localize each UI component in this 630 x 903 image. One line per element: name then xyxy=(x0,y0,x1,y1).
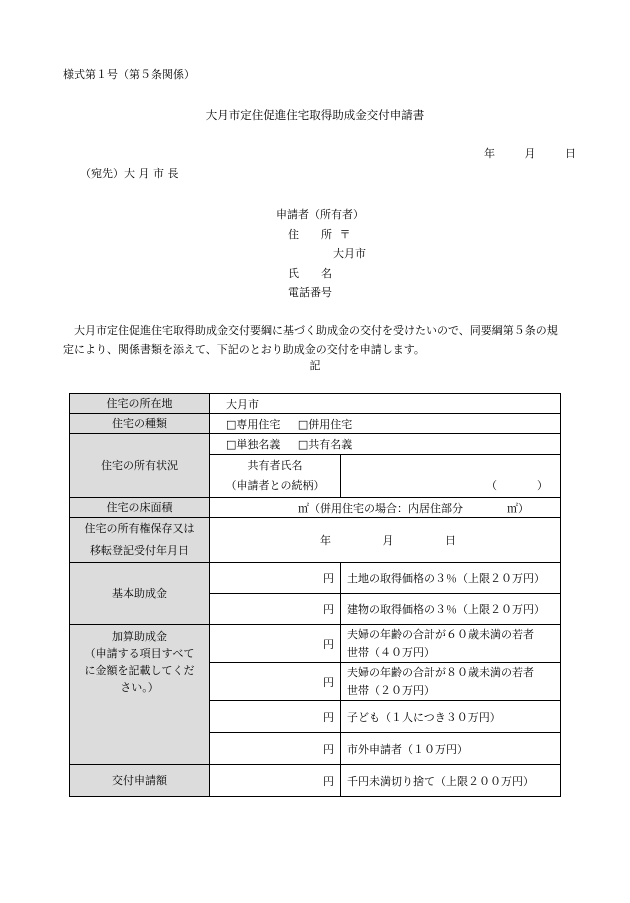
application-paragraph xyxy=(63,321,568,359)
total-unit: 円 xyxy=(323,774,334,788)
additional-2-amount[interactable] xyxy=(210,663,341,701)
row-location xyxy=(70,394,561,414)
floor-area-field[interactable] xyxy=(210,498,561,518)
additional-2-desc-line2: 世帯（２０万円） xyxy=(347,683,435,697)
additional-1-desc-line2: 世帯（４０万円） xyxy=(347,645,435,659)
date-line xyxy=(484,145,576,161)
relation-paren-close: ） xyxy=(537,479,548,492)
row-ownership xyxy=(70,434,561,455)
registration-date-label xyxy=(70,518,210,563)
relation-paren-open: （ xyxy=(486,479,497,492)
address-label: 住 所 xyxy=(288,227,332,241)
postal-mark: 〒 xyxy=(339,227,351,241)
document-title: 大月市定住促進住宅取得助成金交付申請書 xyxy=(205,108,425,122)
co-owner-field[interactable] xyxy=(341,455,561,498)
total-desc: 千円未満切り捨て（上限２００万円） xyxy=(341,765,561,797)
registration-date-label-2: 移転登記受付年月日 xyxy=(90,544,189,557)
row-floor-area xyxy=(70,498,561,518)
additional-subsidy-label xyxy=(70,625,210,765)
type-label: 住宅の種類 xyxy=(70,414,210,434)
registration-month: 月 xyxy=(382,534,394,547)
city-row xyxy=(276,244,366,264)
co-owner-label xyxy=(210,455,341,498)
applicant-heading: 申請者（所有者） xyxy=(276,208,364,221)
date-year: 年 xyxy=(484,147,495,160)
basic-subsidy-label: 基本助成金 xyxy=(70,563,210,625)
basic-land-amount[interactable] xyxy=(210,563,341,594)
ownership-checkbox-single[interactable]: □単独名義 xyxy=(226,438,281,451)
co-owner-label-1: 共有者氏名 xyxy=(247,459,303,472)
basic-land-unit: 円 xyxy=(323,572,334,585)
additional-1-unit: 円 xyxy=(323,637,334,651)
total-label: 交付申請額 xyxy=(70,765,210,797)
additional-1-desc xyxy=(341,625,561,663)
basic-building-unit: 円 xyxy=(323,603,334,616)
total-amount[interactable] xyxy=(210,765,341,797)
basic-building-desc: 建物の取得価格の３％（上限２０万円） xyxy=(341,594,561,625)
additional-label-4: さい。） xyxy=(120,681,159,694)
additional-2-desc-line1: 夫婦の年齢の合計が８０歳未満の若者 xyxy=(347,665,534,679)
additional-2-unit: 円 xyxy=(323,675,334,689)
address-city: 大月市 xyxy=(333,247,366,260)
location-value: 大月市 xyxy=(226,397,259,411)
additional-3-amount[interactable] xyxy=(210,701,341,733)
registration-date-field[interactable] xyxy=(210,518,561,563)
ownership-options xyxy=(210,434,561,455)
floor-area-label: 住宅の床面積 xyxy=(70,498,210,518)
addressee: （宛先）大 月 市 長 xyxy=(80,167,179,180)
type-checkbox-dedicated[interactable]: □専用住宅 xyxy=(226,417,281,431)
ownership-label: 住宅の所有状況 xyxy=(70,434,210,498)
row-registration-date xyxy=(70,518,561,563)
row-basic-land xyxy=(70,563,561,594)
ownership-checkbox-joint[interactable]: □共有名義 xyxy=(297,438,353,451)
registration-year: 年 xyxy=(320,534,331,547)
registration-date-label-1: 住宅の所有権保存又は xyxy=(84,522,195,535)
name-label: 氏 名 xyxy=(288,266,332,280)
floor-area-value: ㎡（併用住宅の場合：内居住部分 ㎡） xyxy=(298,501,529,515)
paragraph-text: 大月市定住促進住宅取得助成金交付要綱に基づく助成金の交付を受けたいので、同要綱第５条の規定により、関係書類を添えて、下記のとおり助成金の交付を申請します。 xyxy=(63,324,558,356)
basic-land-desc: 土地の取得価格の３％（上限２０万円） xyxy=(341,563,561,594)
additional-label-1: 加算助成金 xyxy=(112,630,167,643)
co-owner-label-2: （申請者との続柄） xyxy=(225,479,325,492)
additional-4-amount[interactable] xyxy=(210,733,341,765)
additional-4-unit: 円 xyxy=(323,742,334,756)
applicant-block xyxy=(276,205,366,303)
date-day: 日 xyxy=(565,147,576,160)
address-row xyxy=(276,225,366,245)
additional-3-unit: 円 xyxy=(323,710,334,724)
type-options xyxy=(210,414,561,434)
location-field[interactable] xyxy=(210,394,561,414)
basic-building-amount[interactable] xyxy=(210,594,341,625)
row-total xyxy=(70,765,561,797)
additional-3-desc: 子ども（１人につき３０万円） xyxy=(341,701,561,733)
form-number: 様式第１号（第５条関係） xyxy=(63,68,195,81)
additional-label-3: に金額を記載してくだ xyxy=(84,664,195,677)
registration-day: 日 xyxy=(445,534,456,547)
additional-4-desc: 市外申請者（１０万円） xyxy=(341,733,561,765)
ki-heading: 記 xyxy=(309,359,321,372)
row-type xyxy=(70,414,561,434)
additional-label-2: （申請する項目すべて xyxy=(84,647,195,660)
additional-2-desc xyxy=(341,663,561,701)
date-month: 月 xyxy=(524,147,536,160)
additional-1-desc-line1: 夫婦の年齢の合計が６０歳未満の若者 xyxy=(347,627,534,641)
phone-label: 電話番号 xyxy=(288,286,332,299)
additional-1-amount[interactable] xyxy=(210,625,341,663)
type-checkbox-mixed[interactable]: □併用住宅 xyxy=(297,417,353,431)
application-table xyxy=(69,393,561,797)
row-additional-1 xyxy=(70,625,561,663)
location-label: 住宅の所在地 xyxy=(70,394,210,414)
